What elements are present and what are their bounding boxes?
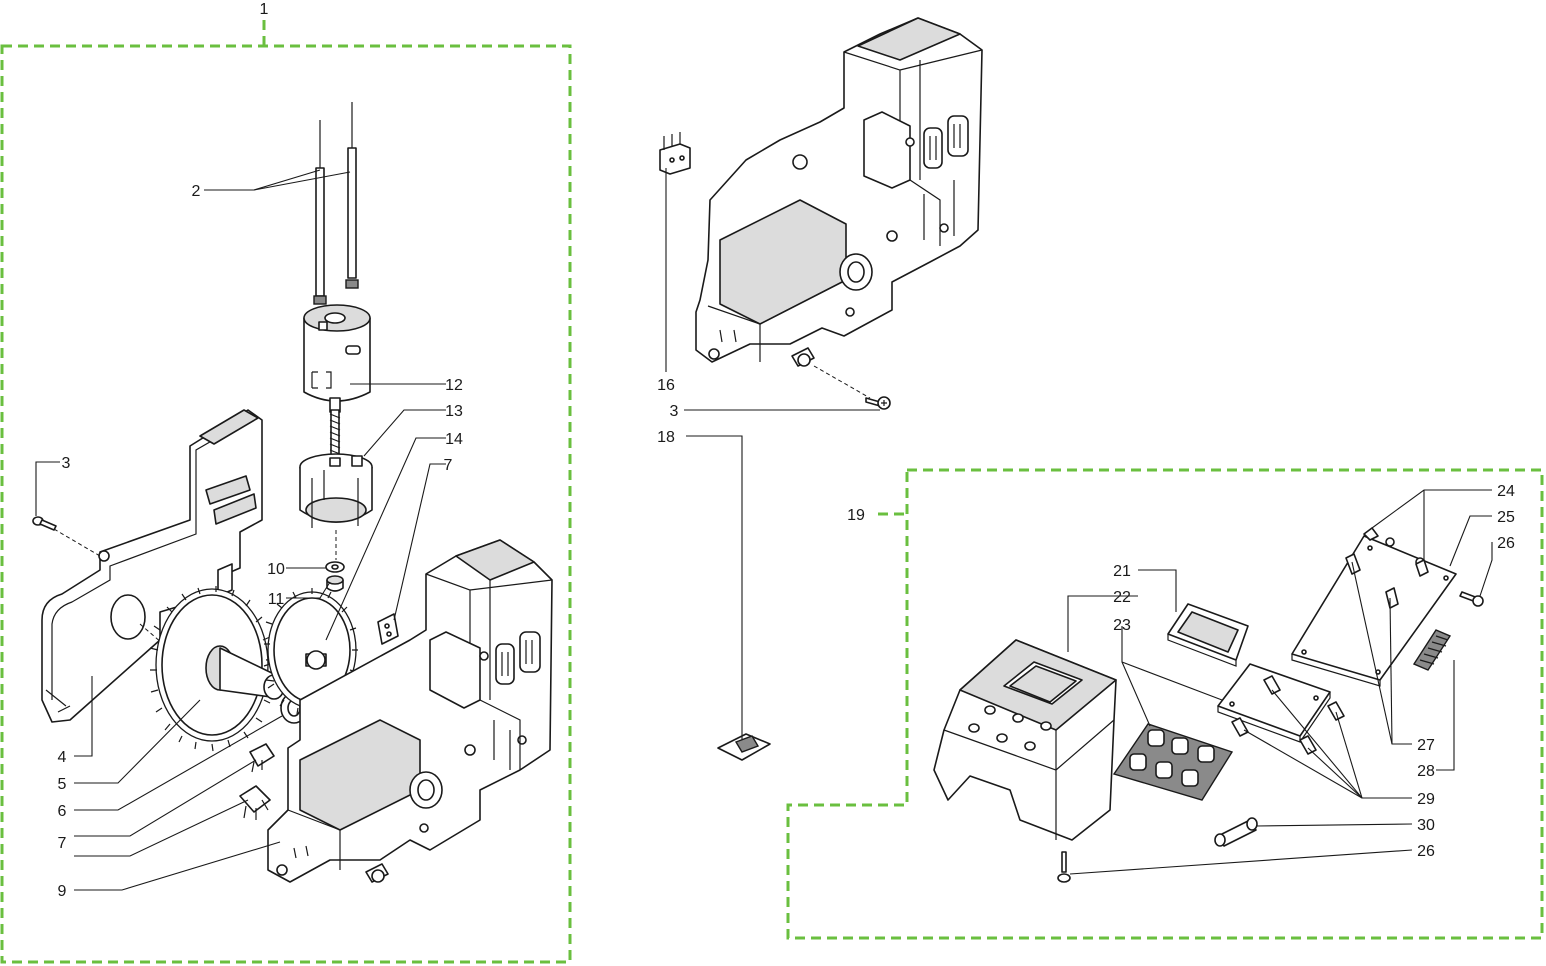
washer-and-bush xyxy=(326,562,344,591)
worm-shaft xyxy=(330,410,340,458)
callout-28: 28 xyxy=(1417,763,1435,780)
screw-26-upper xyxy=(1460,592,1483,606)
callout-9: 9 xyxy=(57,883,67,900)
callout-25: 25 xyxy=(1497,509,1515,526)
callout-16: 16 xyxy=(657,377,675,394)
callout-14: 14 xyxy=(445,431,463,448)
screw-26-lower xyxy=(1058,852,1070,882)
callout-27: 27 xyxy=(1417,737,1435,754)
gear-cup xyxy=(300,454,372,560)
callout-12: 12 xyxy=(445,377,463,394)
bracket-16 xyxy=(660,132,690,174)
callout-19: 19 xyxy=(847,507,865,524)
callout-18: 18 xyxy=(657,429,675,446)
gearbox-housing xyxy=(268,540,552,882)
callout-6: 6 xyxy=(57,803,67,820)
keypad xyxy=(1114,724,1232,800)
callout-26-lower: 26 xyxy=(1417,843,1435,860)
callout-10: 10 xyxy=(267,561,285,578)
callout-26-upper: 26 xyxy=(1497,535,1515,552)
brush-parts xyxy=(314,102,358,304)
callout-7-upper: 7 xyxy=(443,457,453,474)
circuit-board-lower xyxy=(1218,664,1344,754)
switch-bracket xyxy=(240,786,270,820)
microswitch-lower xyxy=(250,744,274,772)
microswitch-upper xyxy=(378,614,398,644)
callout-3-left: 3 xyxy=(61,455,71,472)
main-housing xyxy=(696,18,982,398)
callout-23: 23 xyxy=(1113,617,1131,634)
callout-11: 11 xyxy=(267,591,285,608)
fuse xyxy=(1215,818,1257,846)
screw-left xyxy=(33,517,56,530)
callout-2: 2 xyxy=(191,183,201,200)
motor xyxy=(304,305,370,412)
callout-13: 13 xyxy=(445,403,463,420)
callout-1: 1 xyxy=(259,1,269,18)
callout-24: 24 xyxy=(1497,483,1515,500)
control-cover xyxy=(934,640,1116,840)
callout-labels xyxy=(58,1,1515,900)
callout-22: 22 xyxy=(1113,589,1131,606)
callout-4: 4 xyxy=(57,749,67,766)
screw-center xyxy=(866,397,890,409)
callout-30: 30 xyxy=(1417,817,1435,834)
callout-3-center: 3 xyxy=(669,403,679,420)
clip-18 xyxy=(718,734,770,760)
callout-21: 21 xyxy=(1113,563,1131,580)
callout-5: 5 xyxy=(57,776,67,793)
connector-block xyxy=(1414,630,1450,670)
callout-7-lower: 7 xyxy=(57,835,67,852)
callout-29: 29 xyxy=(1417,791,1435,808)
display-module xyxy=(1168,604,1248,666)
